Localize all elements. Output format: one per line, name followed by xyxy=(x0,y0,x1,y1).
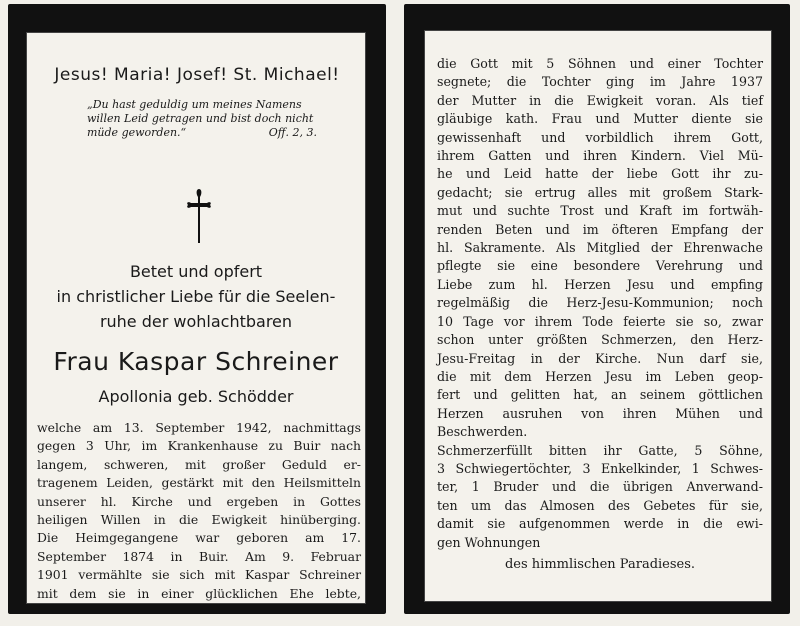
bio-line: unserer hl. Kirche und ergeben in Gottes xyxy=(37,493,361,509)
text-line: gläubige kath. Frau und Mutter diente sie xyxy=(437,111,763,127)
text-line: der Mutter in die Ewigkeit voran. Als tief xyxy=(437,92,763,108)
closing-line: ter, 1 Bruder und die übrigen Anverwand- xyxy=(437,479,763,495)
text-line: schon unter größten Schmerzen, den Herz- xyxy=(437,332,763,348)
bio-line: tragenem Leiden, gestärkt mit den Heilsmitteln xyxy=(37,475,361,491)
biography-text xyxy=(37,419,361,603)
text-line: Beschwerden. xyxy=(437,424,528,440)
deceased-name: Frau Kaspar Schreiner xyxy=(53,347,339,376)
bio-line: 1901 vermählte sie sich mit Kaspar Schreiner xyxy=(37,567,361,583)
text-line: he und Leid hatte der liebe Gott ihr zu- xyxy=(437,166,763,182)
text-line: ihrem Gatten und ihren Kindern. Viel Mü- xyxy=(437,148,763,164)
scripture-quote xyxy=(87,98,357,140)
left-card-content xyxy=(26,32,366,604)
text-line: segnete; die Tochter ging im Jahre 1937 xyxy=(437,74,763,90)
cross-icon xyxy=(185,185,213,245)
text-line: die mit dem Herzen Jesu im Leben geop- xyxy=(437,368,763,384)
left-card xyxy=(8,4,386,614)
closing-line: damit sie aufgenommen werde in die ewi- xyxy=(437,516,763,532)
closing-line: ten um das Almosen des Gebetes für sie, xyxy=(437,497,763,513)
invocation: Jesus! Maria! Josef! St. Michael! xyxy=(54,65,340,85)
text-line: gedacht; sie ertrug alles mit großem Stark- xyxy=(437,184,763,200)
prayer-line: ruhe der wohlachtbaren xyxy=(99,312,293,331)
bio-line: langem, schweren, mit großer Geduld er- xyxy=(37,456,361,472)
text-line: regelmäßig die Herz-Jesu-Kommunion; noch xyxy=(437,295,763,311)
bio-line: September 1874 in Buir. Am 9. Februar xyxy=(37,548,361,564)
prayer-line: in christlicher Liebe für die Seelen- xyxy=(56,287,336,306)
prayer-line: Betet und opfert xyxy=(129,262,263,281)
closing-line: Schmerzerfüllt bitten ihr Gatte, 5 Söhne, xyxy=(437,442,763,458)
text-line: renden Beten und im öfteren Empfang der xyxy=(437,221,763,237)
text-line: pflegte sie eine besondere Verehrung und xyxy=(437,258,763,274)
bio-line: gegen 3 Uhr, im Krankenhause zu Buir nach xyxy=(37,438,361,454)
text-line: fert und gelitten hat, an seinem göttlichen xyxy=(437,387,763,403)
prayer-text xyxy=(27,259,365,334)
text-line: Jesu-Freitag in der Kirche. Nun darf sie, xyxy=(437,350,763,366)
closing-line: 3 Schwiegertöchter, 3 Enkelkinder, 1 Schwes- xyxy=(437,460,763,476)
closing-line: gen Wohnungen xyxy=(437,534,541,550)
maiden-name: Apollonia geb. Schödder xyxy=(98,387,294,406)
quote-line: willen Leid getragen und bist doch nicht xyxy=(87,112,314,125)
text-line: mut und suchte Trost und Kraft im fortwäh- xyxy=(437,203,763,219)
text-line: hl. Sakramente. Als Mitglied der Ehrenwache xyxy=(437,240,763,256)
quote-reference: Off. 2, 3. xyxy=(268,126,317,139)
quote-line: „Du hast geduldig um meines Namens xyxy=(87,98,302,111)
text-line: 10 Tage vor ihrem Tode feierte sie so, zwar xyxy=(437,313,763,329)
closing-phrase: des himmlischen Paradieses. xyxy=(504,556,696,572)
bio-line: welche am 13. September 1942, nachmittags xyxy=(37,420,361,435)
quote-line: müde geworden.“ xyxy=(87,126,187,139)
right-card-content xyxy=(424,30,772,602)
bio-line: Die Heimgegangene war geboren am 17. xyxy=(37,530,361,546)
text-line: Herzen ausruhen von ihren Mühen und xyxy=(437,405,763,421)
text-line: Liebe zum hl. Herzen Jesu und empfing xyxy=(437,276,763,292)
text-line: die Gott mit 5 Söhnen und einer Tochter xyxy=(437,56,763,71)
bio-line: heiligen Willen in die Ewigkeit hinüberging. xyxy=(37,512,361,528)
right-card xyxy=(404,4,790,614)
continuation-text xyxy=(437,55,763,574)
text-line: gewissenhaft und vorbildlich ihrem Gott, xyxy=(437,129,763,145)
bio-line: mit dem sie in einer glücklichen Ehe lebte, xyxy=(37,585,361,601)
